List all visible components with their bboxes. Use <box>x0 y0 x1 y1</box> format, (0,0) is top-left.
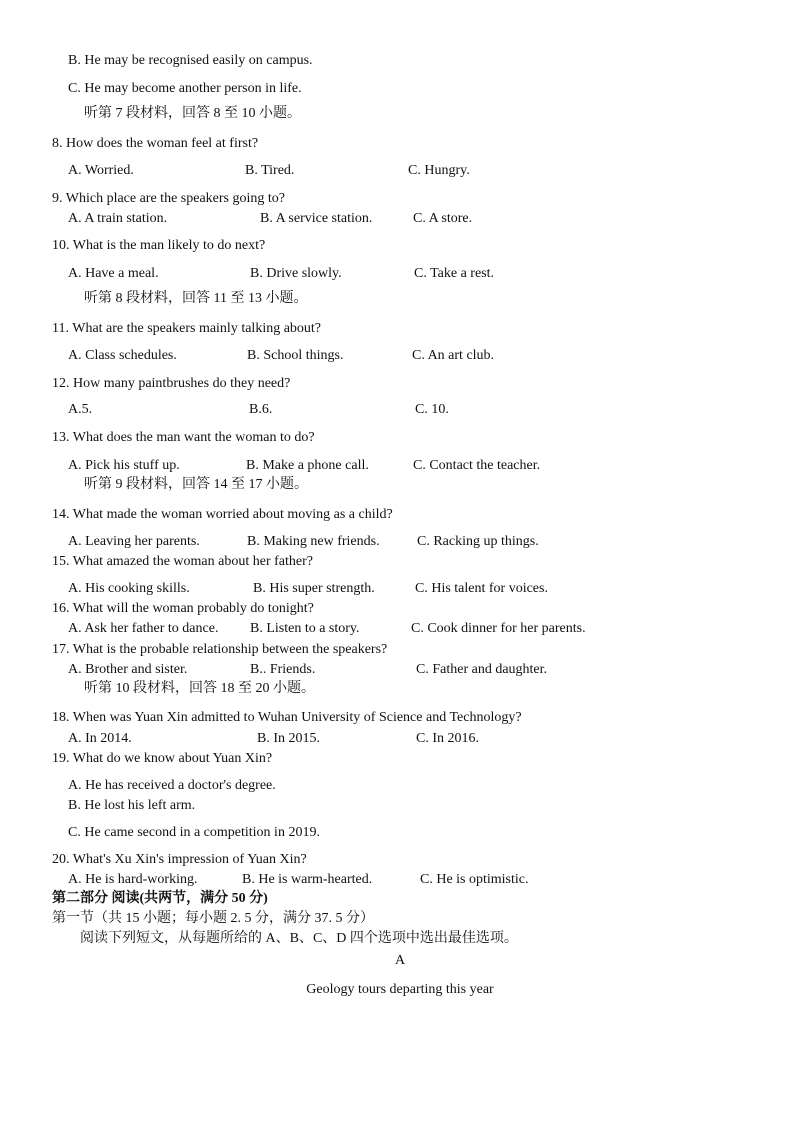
q10-option-b: B. Drive slowly. <box>250 266 342 281</box>
q18-option-a: A. In 2014. <box>68 731 132 746</box>
question-19: 19. What do we know about Yuan Xin? <box>52 751 273 766</box>
question-11: 11. What are the speakers mainly talking about? <box>52 321 322 336</box>
q8-option-b: B. Tired. <box>245 163 295 178</box>
section-9-instruction: 听第 9 段材料，回答 14 至 17 小题。 <box>84 477 308 492</box>
reading-instruction: 阅读下列短文，从每题所给的 A、B、C、D 四个选项中选出最佳选项。 <box>80 931 518 946</box>
q8-option-c: C. Hungry. <box>408 163 470 178</box>
q15-option-b: B. His super strength. <box>253 581 375 596</box>
q20-option-c: C. He is optimistic. <box>420 872 529 887</box>
question-14: 14. What made the woman worried about moving as a child? <box>52 507 393 522</box>
question-20: 20. What's Xu Xin's impression of Yuan Xin? <box>52 852 307 867</box>
q10-option-a: A. Have a meal. <box>68 266 159 281</box>
section-10-instruction: 听第 10 段材料，回答 18 至 20 小题。 <box>84 681 315 696</box>
q11-option-c: C. An art club. <box>412 348 495 363</box>
q19-option-b: B. He lost his left arm. <box>68 798 196 813</box>
q11-option-a: A. Class schedules. <box>68 348 177 363</box>
q12-option-c: C. 10. <box>415 402 449 417</box>
q13-option-a: A. Pick his stuff up. <box>68 458 180 473</box>
q7-option-b: B. He may be recognised easily on campus. <box>68 53 313 68</box>
question-16: 16. What will the woman probably do tonight? <box>52 601 314 616</box>
q14-option-c: C. Racking up things. <box>417 534 539 549</box>
q12-option-a: A.5. <box>68 402 93 417</box>
question-9: 9. Which place are the speakers going to? <box>52 191 285 206</box>
q18-option-b: B. In 2015. <box>257 731 320 746</box>
q13-option-c: C. Contact the teacher. <box>413 458 541 473</box>
passage-title: Geology tours departing this year <box>306 982 494 997</box>
q17-option-b: B.. Friends. <box>250 662 316 677</box>
question-15: 15. What amazed the woman about her father? <box>52 554 313 569</box>
question-10: 10. What is the man likely to do next? <box>52 238 266 253</box>
q9-option-c: C. A store. <box>413 211 473 226</box>
q15-option-c: C. His talent for voices. <box>415 581 548 596</box>
section-7-instruction: 听第 7 段材料，回答 8 至 10 小题。 <box>84 106 301 121</box>
q9-option-b: B. A service station. <box>260 211 373 226</box>
q8-option-a: A. Worried. <box>68 163 134 178</box>
question-18: 18. When was Yuan Xin admitted to Wuhan University of Science and Technology? <box>52 710 522 725</box>
q19-option-c: C. He came second in a competition in 2019. <box>68 825 320 840</box>
section-8-instruction: 听第 8 段材料，回答 11 至 13 小题。 <box>84 291 308 306</box>
q16-option-b: B. Listen to a story. <box>250 621 360 636</box>
q11-option-b: B. School things. <box>247 348 344 363</box>
q7-option-c: C. He may become another person in life. <box>68 81 302 96</box>
q16-option-a: A. Ask her father to dance. <box>68 621 219 636</box>
question-13: 13. What does the man want the woman to do? <box>52 430 315 445</box>
question-8: 8. How does the woman feel at first? <box>52 136 259 151</box>
q17-option-a: A. Brother and sister. <box>68 662 188 677</box>
question-17: 17. What is the probable relationship between the speakers? <box>52 642 388 657</box>
q14-option-a: A. Leaving her parents. <box>68 534 200 549</box>
q18-option-c: C. In 2016. <box>416 731 479 746</box>
q14-option-b: B. Making new friends. <box>247 534 380 549</box>
q9-option-a: A. A train station. <box>68 211 168 226</box>
question-12: 12. How many paintbrushes do they need? <box>52 376 291 391</box>
q16-option-c: C. Cook dinner for her parents. <box>411 621 586 636</box>
q10-option-c: C. Take a rest. <box>414 266 495 281</box>
q13-option-b: B. Make a phone call. <box>246 458 369 473</box>
q17-option-c: C. Father and daughter. <box>416 662 548 677</box>
q19-option-a: A. He has received a doctor's degree. <box>68 778 276 793</box>
q20-option-b: B. He is warm-hearted. <box>242 872 373 887</box>
q12-option-b: B.6. <box>249 402 273 417</box>
passage-label: A <box>394 953 406 968</box>
q20-option-a: A. He is hard-working. <box>68 872 198 887</box>
section-1-heading: 第一节（共 15 小题；每小题 2. 5 分，满分 37. 5 分） <box>52 911 374 926</box>
q15-option-a: A. His cooking skills. <box>68 581 190 596</box>
part-2-heading: 第二部分 阅读(共两节，满分 50 分) <box>52 891 268 906</box>
